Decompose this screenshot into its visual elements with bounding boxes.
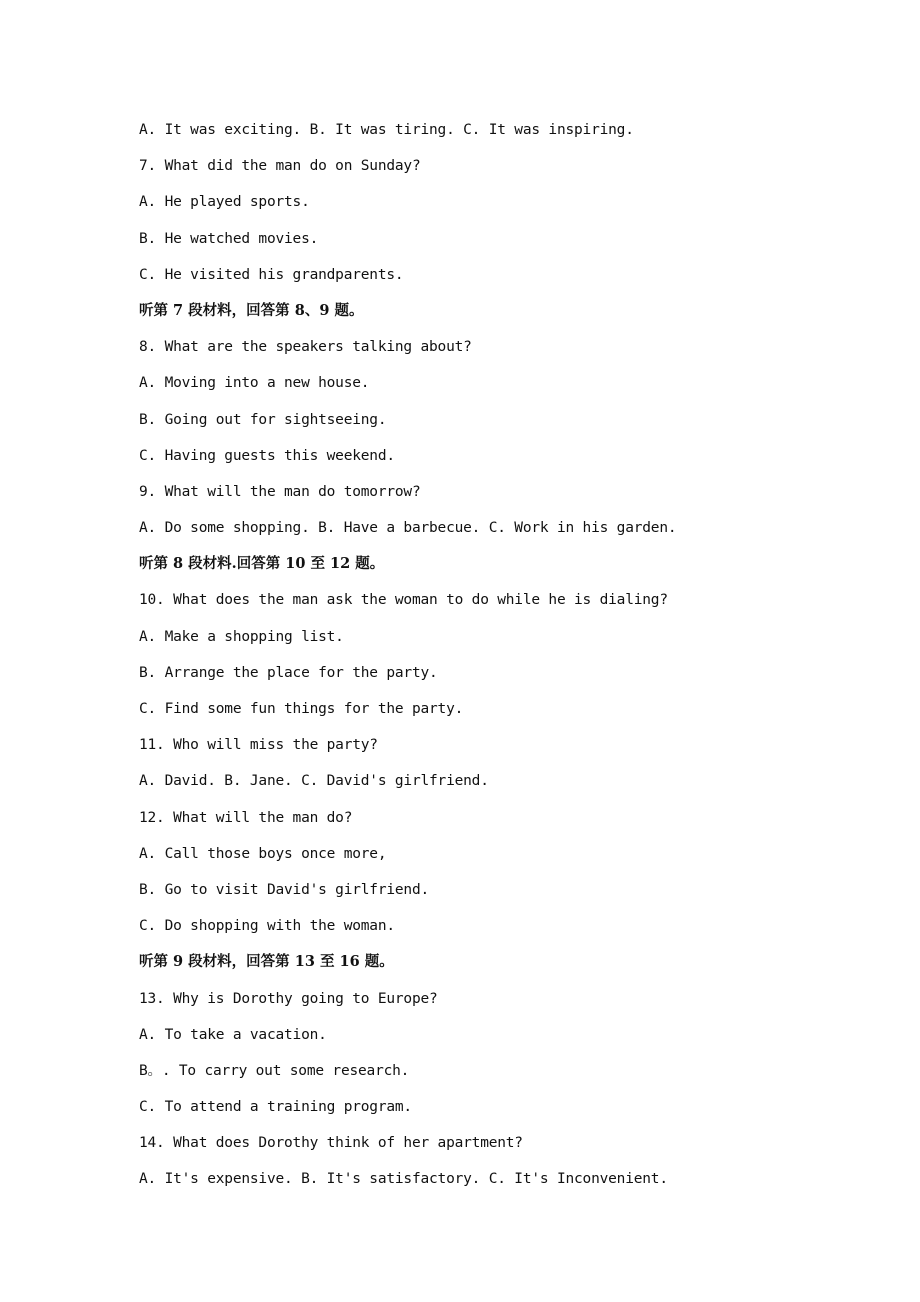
option-12b: B. Go to visit David's girlfriend. [139, 881, 430, 898]
option-12c: C. Do shopping with the woman. [139, 918, 395, 935]
option-line-q14: A. It's expensive. B. It's satisfactory. C. It's Inconvenient. [139, 1171, 668, 1188]
question-10: 10. What does the man ask the woman to do while he is dialing? [139, 592, 668, 609]
option-10a: A. Make a shopping list. [139, 628, 344, 645]
option-line-q6: A. It was exciting. B. It was tiring. C. It was inspiring. [139, 122, 634, 138]
section-heading-7: 听第 7 段材料，回答第 8、9 题。 [139, 301, 364, 319]
question-12: 12. What will the man do? [139, 809, 353, 826]
question-8: 8. What are the speakers talking about? [139, 339, 472, 356]
option-7c: C. He visited his grandparents. [139, 266, 404, 283]
option-12a: A. Call those boys once more, [139, 845, 387, 862]
section-heading-9: 听第 9 段材料，回答第 13 至 16 题。 [139, 953, 394, 971]
option-7a: A. He played sports. [139, 194, 310, 211]
exam-text [139, 117, 859, 1203]
option-8c: C. Having guests this weekend. [139, 447, 395, 464]
option-10b: B. Arrange the place for the party. [139, 664, 438, 681]
option-7b: B. He watched movies. [139, 230, 319, 247]
option-8b: B. Going out for sightseeing. [139, 411, 387, 428]
option-8a: A. Moving into a new house. [139, 375, 370, 392]
option-13b: B。. To carry out some research. [139, 1062, 410, 1079]
question-9: 9. What will the man do tomorrow? [139, 483, 421, 500]
option-line-q11: A. David. B. Jane. C. David's girlfriend. [139, 773, 489, 790]
question-7: 7. What did the man do on Sunday? [139, 158, 421, 175]
section-heading-8: 听第 8 段材料.回答第 10 至 12 题。 [139, 555, 385, 573]
question-11: 11. Who will miss the party? [139, 737, 378, 754]
question-13: 13. Why is Dorothy going to Europe? [139, 990, 438, 1007]
option-13c: C. To attend a training program. [139, 1099, 412, 1116]
question-14: 14. What does Dorothy think of her apartment? [139, 1135, 523, 1152]
option-13a: A. To take a vacation. [139, 1026, 327, 1043]
option-10c: C. Find some fun things for the party. [139, 701, 464, 717]
option-line-q9: A. Do some shopping. B. Have a barbecue. C. Work in his garden. [139, 520, 677, 537]
